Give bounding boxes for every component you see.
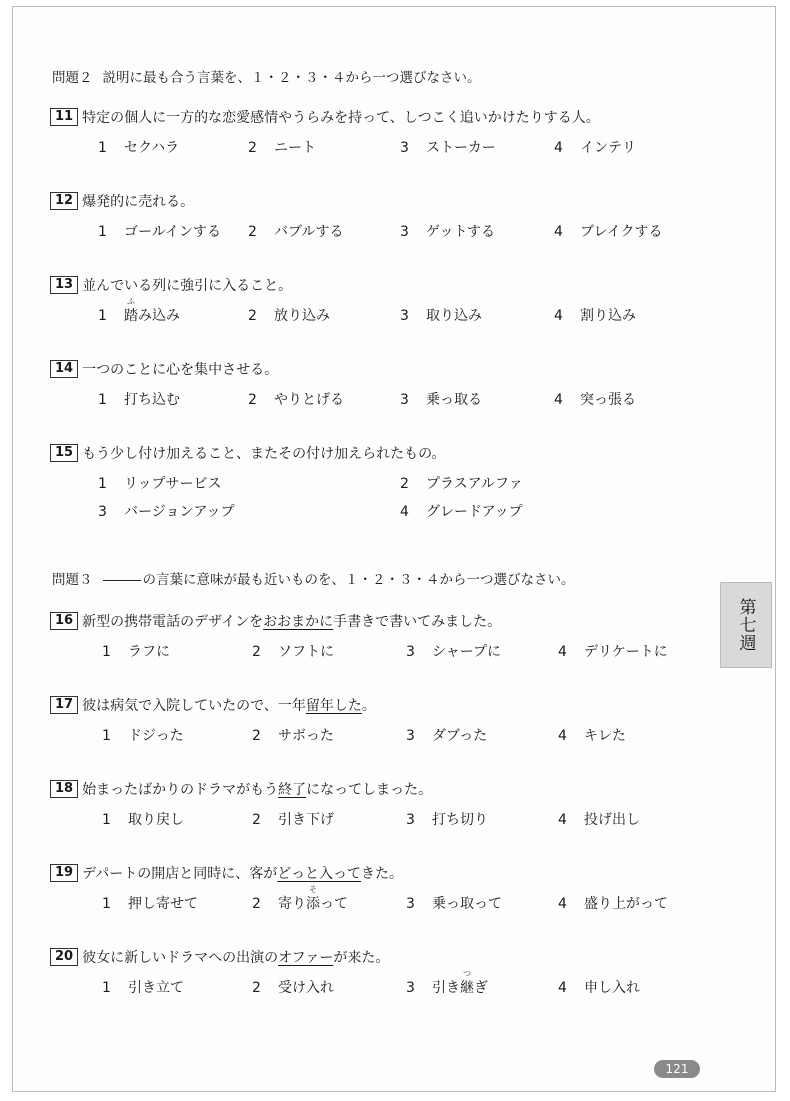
option-2[interactable]: 2 放り込み — [248, 308, 330, 324]
option-2[interactable]: 2 やりとげる — [248, 392, 344, 408]
underlined-phrase: オファー — [278, 950, 334, 966]
section2-heading — [52, 66, 481, 86]
question-number: 19 — [50, 864, 78, 882]
question-stem: 爆発的に売れる。 — [82, 194, 195, 210]
question-14 — [50, 358, 740, 413]
option-4[interactable]: 4 デリケートに — [558, 644, 668, 660]
question-number: 16 — [50, 612, 78, 630]
option-1[interactable]: 1 打ち込む — [98, 392, 180, 408]
option-1[interactable]: 1 ゴールインする — [98, 224, 222, 240]
question-number: 15 — [50, 444, 78, 462]
furigana: ふ — [127, 297, 135, 306]
page-number: 121 — [654, 1060, 700, 1078]
option-1[interactable]: 1 引き立て — [102, 980, 184, 996]
option-4[interactable]: 4 ブレイクする — [554, 224, 663, 240]
question-16: 16 新型の携帯電話のデザインを おおまかに 手書きで書いてみました。 1 ラフに 2 ソフトに 3 シャープに 4 デリケートに — [50, 610, 740, 665]
option-1[interactable]: 1 ふ 踏み込み — [98, 297, 180, 324]
question-20: 20 彼女に新しいドラマへの出演の オファー が来た。 1 引き立て 2 受け入れ 3 引き つ 継ぎ 4 申し入れ — [50, 946, 740, 1001]
option-1[interactable]: 1 リップサービス — [98, 476, 222, 492]
blank-line — [103, 580, 141, 581]
furigana: そ — [309, 885, 317, 894]
option-4[interactable]: 4 グレードアップ — [400, 504, 523, 520]
option-3[interactable]: 3 乗っ取る — [400, 392, 482, 408]
question-stem: 一つのことに心を集中させる。 — [82, 362, 279, 378]
option-2[interactable]: 2 プラスアルファ — [400, 476, 523, 492]
underlined-phrase: 終了 — [278, 782, 307, 798]
option-2[interactable]: 2 引き下げ — [252, 812, 334, 828]
option-2[interactable]: 2 サボった — [252, 728, 334, 744]
question-number: 20 — [50, 948, 78, 966]
section3-instruction: の言葉に意味が最も近いものを、１・２・３・４から一つ選びなさい。 — [142, 572, 575, 588]
option-4[interactable]: 4 割り込み — [554, 308, 636, 324]
question-stem: 並んでいる列に強引に入ること。 — [82, 278, 293, 294]
question-17: 17 彼は病気で入院していたので、一年 留年した 。 1 ドジった 2 サボった 3 ダブった 4 キレた — [50, 694, 740, 749]
section3-label: 問題３ — [52, 572, 93, 588]
option-4[interactable]: 4 突っ張る — [554, 392, 636, 408]
section3-heading — [52, 568, 575, 588]
option-3[interactable]: 3 ゲットする — [400, 224, 496, 240]
question-number: 14 — [50, 360, 78, 378]
option-3[interactable]: 3 引き つ 継ぎ — [406, 969, 488, 996]
underlined-phrase: どっと入って — [277, 866, 361, 882]
underlined-phrase: 留年した — [305, 698, 362, 714]
option-2[interactable]: 2 ニート — [248, 140, 316, 156]
option-3[interactable]: 3 バージョンアップ — [98, 504, 235, 520]
section2-label: 問題２ — [52, 70, 93, 86]
option-3[interactable]: 3 取り込み — [400, 308, 482, 324]
question-number: 17 — [50, 696, 78, 714]
question-19: 19 デパートの開店と同時に、客が どっと入って きた。 1 押し寄せて 2 寄り そ 添って 3 乗っ取って 4 盛り上がって — [50, 862, 740, 917]
furigana: つ — [463, 969, 471, 978]
option-2[interactable]: 2 ソフトに — [252, 644, 334, 660]
option-3[interactable]: 3 ストーカー — [400, 140, 496, 156]
question-stem: 特定の個人に一方的な恋愛感情やうらみを持って、しつこく追いかけたりする人。 — [82, 110, 600, 126]
option-1[interactable]: 1 ドジった — [102, 728, 184, 744]
question-number: 11 — [50, 108, 78, 126]
question-stem: もう少し付け加えること、またその付け加えられたもの。 — [82, 446, 446, 462]
option-2[interactable]: 2 バブルする — [248, 224, 344, 240]
week-side-tab: 第七週 — [720, 582, 772, 668]
question-12 — [50, 190, 740, 245]
option-1[interactable]: 1 ラフに — [102, 644, 170, 660]
question-number: 12 — [50, 192, 78, 210]
option-4[interactable]: 4 投げ出し — [558, 812, 640, 828]
page-border — [12, 6, 776, 1092]
option-3[interactable]: 3 シャープに — [406, 644, 502, 660]
option-2[interactable]: 2 寄り そ 添って — [252, 885, 348, 912]
option-4[interactable]: 4 盛り上がって — [558, 896, 668, 912]
option-1[interactable]: 1 押し寄せて — [102, 896, 198, 912]
option-3[interactable]: 3 ダブった — [406, 728, 488, 744]
question-11 — [50, 106, 740, 161]
section2-instruction: 説明に最も合う言葉を、１・２・３・４から一つ選びなさい。 — [102, 70, 481, 86]
option-1[interactable]: 1 セクハラ — [98, 140, 180, 156]
option-3[interactable]: 3 乗っ取って — [406, 896, 502, 912]
option-4[interactable]: 4 申し入れ — [558, 980, 640, 996]
underlined-phrase: おおまかに — [263, 614, 334, 630]
option-3[interactable]: 3 打ち切り — [406, 812, 488, 828]
option-4[interactable]: 4 インテリ — [554, 140, 636, 156]
question-number: 13 — [50, 276, 78, 294]
question-15 — [50, 442, 740, 525]
option-1[interactable]: 1 取り戻し — [102, 812, 184, 828]
question-18: 18 始まったばかりのドラマがもう 終了 になってしまった。 1 取り戻し 2 引き下げ 3 打ち切り 4 投げ出し — [50, 778, 740, 833]
question-number: 18 — [50, 780, 78, 798]
option-2[interactable]: 2 受け入れ — [252, 980, 334, 996]
question-13 — [50, 274, 740, 329]
option-4[interactable]: 4 キレた — [558, 728, 626, 744]
